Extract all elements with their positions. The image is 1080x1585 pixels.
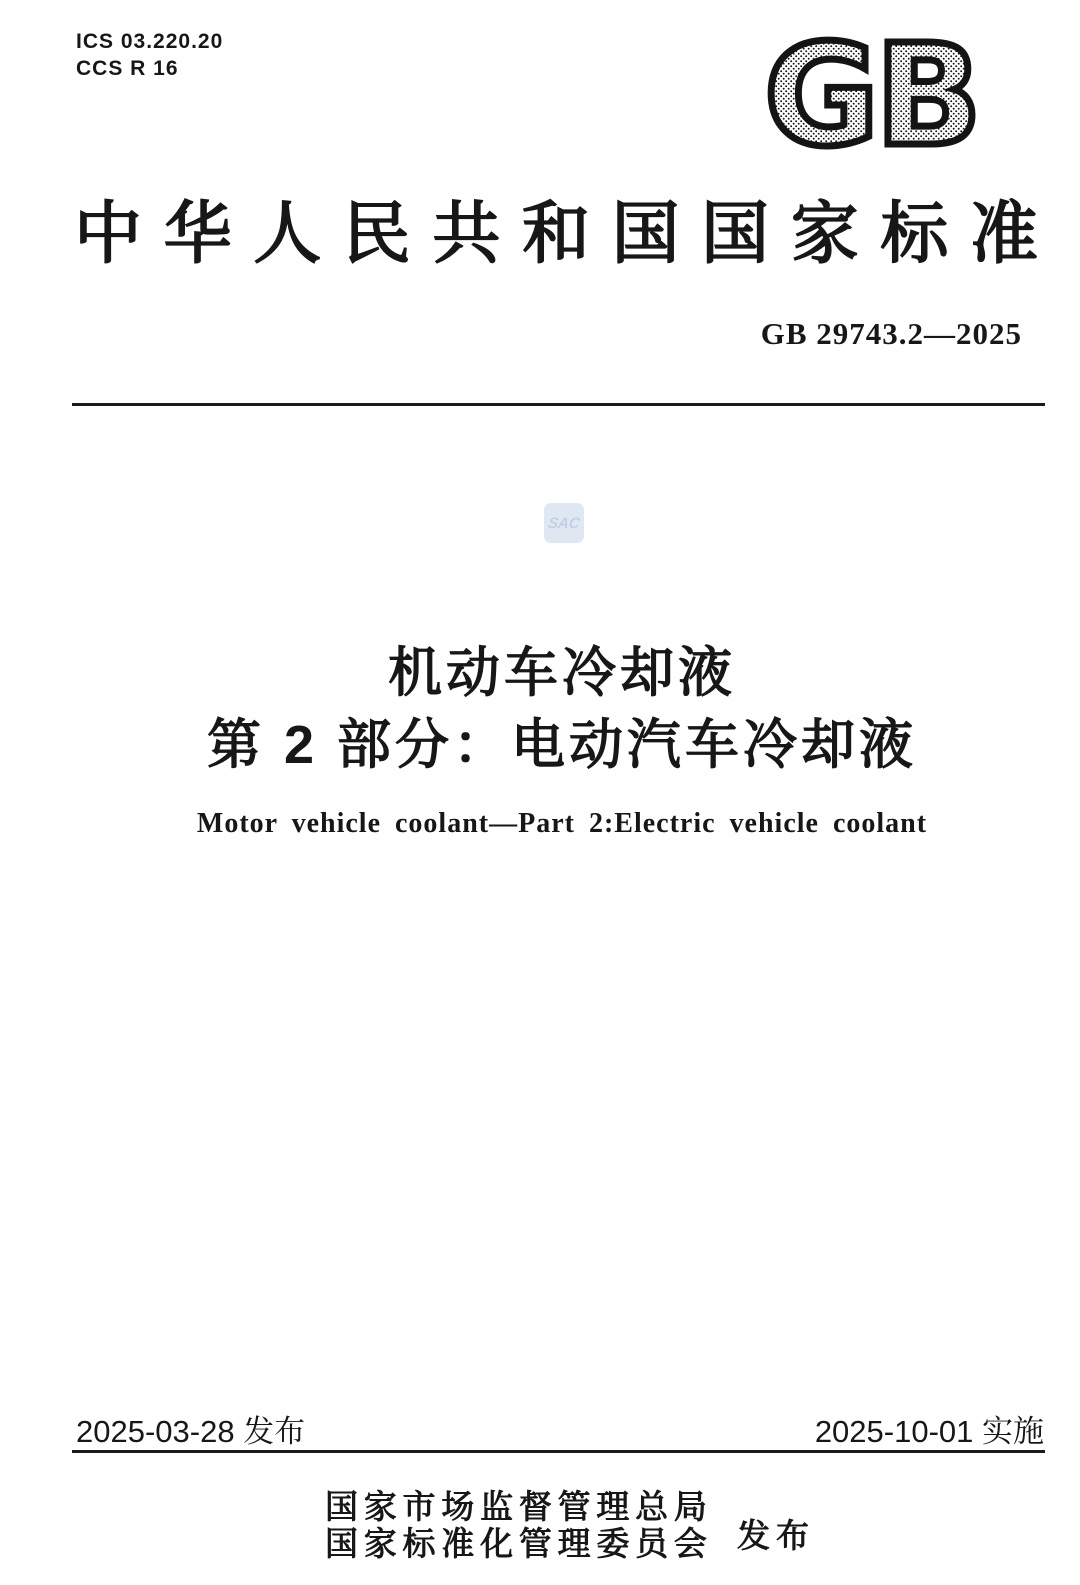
- char: 监: [480, 1490, 514, 1526]
- char: 市: [402, 1490, 436, 1526]
- ccs-code: CCS R 16: [76, 57, 179, 80]
- ics-code: ICS 03.220.20: [76, 30, 224, 53]
- char: 场: [441, 1490, 475, 1526]
- bottom-divider: [72, 1450, 1045, 1453]
- char: 准: [441, 1527, 475, 1563]
- char: 家: [363, 1490, 397, 1526]
- gb-logo: [755, 20, 987, 160]
- char: 管: [518, 1527, 552, 1563]
- char: 国: [325, 1527, 358, 1563]
- char: 共: [432, 196, 501, 272]
- char: 家: [790, 196, 859, 272]
- publish-label: [737, 1510, 809, 1557]
- char: 国: [325, 1490, 358, 1526]
- top-divider: [72, 403, 1045, 406]
- doc-title-zh-line2: 第 2 部分：电动汽车冷却液: [206, 715, 918, 775]
- char: 发: [737, 1517, 770, 1554]
- char: 理: [557, 1527, 591, 1563]
- issue-date: 2025-03-28 发布: [76, 1414, 306, 1449]
- char: 家: [363, 1527, 397, 1563]
- char: 布: [776, 1517, 809, 1554]
- char: 国: [611, 196, 680, 272]
- char: 和: [521, 196, 590, 272]
- char: 总: [635, 1490, 669, 1526]
- classification-codes: [76, 28, 223, 82]
- date-row: [76, 1406, 1044, 1451]
- sac-watermark: [544, 503, 584, 543]
- char: 局: [673, 1490, 707, 1526]
- doc-title-en: Motor vehicle coolant—Part 2:Electric vehicle coolant: [196, 808, 928, 839]
- char: 管: [557, 1490, 591, 1526]
- char: 国: [701, 196, 770, 272]
- char: 中: [74, 196, 143, 272]
- char: 员: [635, 1527, 669, 1563]
- gb-logo-text: GB: [764, 20, 978, 160]
- issuer-name-1: [325, 1490, 707, 1527]
- national-standard-title: [74, 196, 1038, 272]
- char: 准: [969, 196, 1038, 272]
- sac-watermark-text: SAC: [546, 514, 582, 532]
- char: 标: [402, 1527, 436, 1563]
- issuing-authorities: [325, 1490, 707, 1564]
- standard-number: GB 29743.2—2025: [760, 316, 1022, 351]
- char: 委: [596, 1527, 630, 1563]
- char: 化: [480, 1527, 514, 1563]
- char: 人: [253, 196, 322, 272]
- char: 民: [342, 196, 411, 272]
- char: 督: [518, 1490, 552, 1526]
- char: 标: [880, 196, 949, 272]
- char: 理: [596, 1490, 630, 1526]
- char: 华: [163, 196, 232, 272]
- char: 会: [673, 1527, 707, 1563]
- implementation-date: 2025-10-01 实施: [814, 1414, 1044, 1449]
- issuer-name-2: [325, 1527, 707, 1564]
- doc-title-zh-line1: 机动车冷却液: [388, 643, 736, 703]
